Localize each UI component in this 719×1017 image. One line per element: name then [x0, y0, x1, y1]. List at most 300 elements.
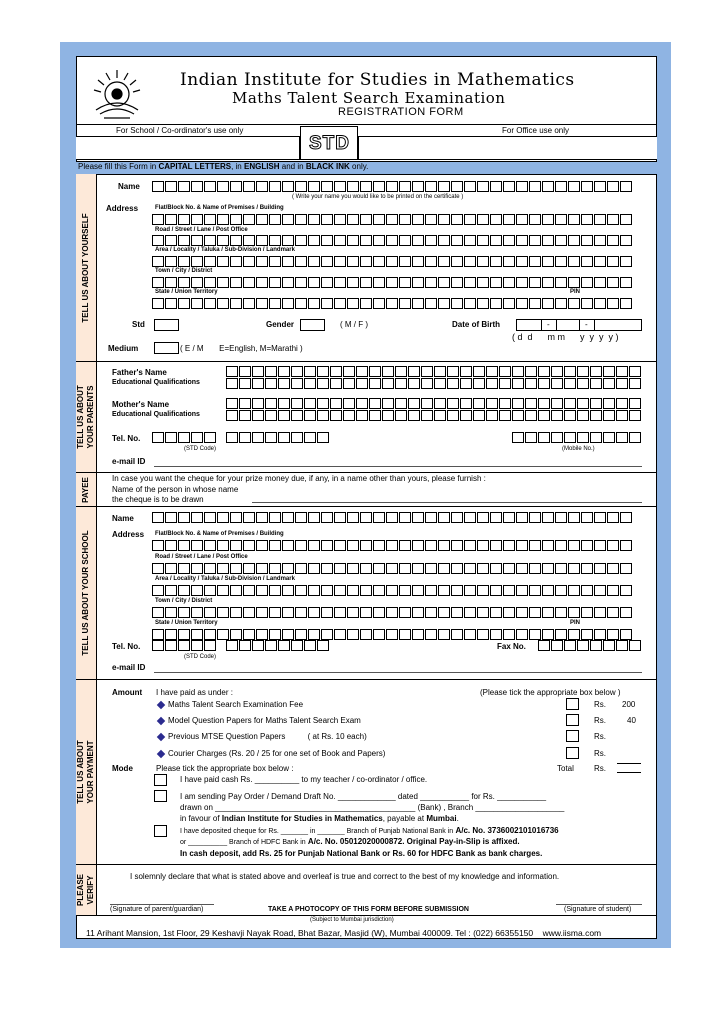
char-box[interactable]: [594, 563, 606, 574]
char-box[interactable]: [451, 563, 463, 574]
char-box[interactable]: [629, 640, 641, 651]
char-box[interactable]: [191, 540, 203, 551]
char-box[interactable]: [256, 277, 268, 288]
char-box[interactable]: [178, 214, 190, 225]
char-box[interactable]: [269, 235, 281, 246]
char-box[interactable]: [256, 540, 268, 551]
char-box[interactable]: [191, 277, 203, 288]
char-box[interactable]: [178, 432, 190, 443]
char-box[interactable]: [577, 398, 589, 409]
char-box[interactable]: [256, 585, 268, 596]
char-box[interactable]: [616, 398, 628, 409]
char-box[interactable]: [568, 512, 580, 523]
char-box[interactable]: [464, 277, 476, 288]
char-box[interactable]: [490, 214, 502, 225]
char-box[interactable]: [499, 398, 511, 409]
char-box[interactable]: [230, 512, 242, 523]
char-box[interactable]: [295, 277, 307, 288]
char-box[interactable]: [347, 277, 359, 288]
char-box[interactable]: [204, 235, 216, 246]
school-std-boxes[interactable]: [152, 640, 217, 651]
char-box[interactable]: [551, 432, 563, 443]
char-box[interactable]: [399, 235, 411, 246]
char-box[interactable]: [278, 398, 290, 409]
char-box[interactable]: [256, 563, 268, 574]
char-box[interactable]: [590, 410, 602, 421]
char-box[interactable]: [529, 235, 541, 246]
char-box[interactable]: [408, 378, 420, 389]
char-box[interactable]: [230, 181, 242, 192]
char-box[interactable]: [603, 398, 615, 409]
char-box[interactable]: [278, 410, 290, 421]
char-box[interactable]: [460, 378, 472, 389]
char-box[interactable]: [477, 629, 489, 640]
char-box[interactable]: [386, 277, 398, 288]
char-box[interactable]: [590, 640, 602, 651]
char-box[interactable]: [542, 512, 554, 523]
char-box[interactable]: [204, 585, 216, 596]
char-box[interactable]: [607, 607, 619, 618]
char-box[interactable]: [529, 277, 541, 288]
char-box[interactable]: [607, 512, 619, 523]
char-box[interactable]: [451, 181, 463, 192]
char-box[interactable]: [386, 181, 398, 192]
father-name-boxes[interactable]: [226, 366, 642, 377]
char-box[interactable]: [538, 432, 550, 443]
char-box[interactable]: [477, 277, 489, 288]
char-box[interactable]: [425, 256, 437, 267]
char-box[interactable]: [282, 298, 294, 309]
char-box[interactable]: [564, 378, 576, 389]
char-box[interactable]: [243, 629, 255, 640]
char-box[interactable]: [607, 235, 619, 246]
char-box[interactable]: [373, 512, 385, 523]
char-box[interactable]: [347, 235, 359, 246]
char-box[interactable]: [412, 629, 424, 640]
char-box[interactable]: [321, 214, 333, 225]
char-box[interactable]: [282, 607, 294, 618]
road-boxes[interactable]: [152, 235, 633, 246]
char-box[interactable]: [165, 629, 177, 640]
char-box[interactable]: [525, 398, 537, 409]
char-box[interactable]: [620, 298, 632, 309]
char-box[interactable]: [265, 398, 277, 409]
char-box[interactable]: [204, 512, 216, 523]
char-box[interactable]: [425, 214, 437, 225]
parent-signature-line[interactable]: [110, 904, 214, 905]
char-box[interactable]: [265, 366, 277, 377]
char-box[interactable]: [373, 629, 385, 640]
char-box[interactable]: [464, 214, 476, 225]
char-box[interactable]: [295, 256, 307, 267]
char-box[interactable]: [308, 277, 320, 288]
char-box[interactable]: [256, 256, 268, 267]
char-box[interactable]: [252, 410, 264, 421]
char-box[interactable]: [269, 512, 281, 523]
char-box[interactable]: [607, 277, 619, 288]
char-box[interactable]: [399, 277, 411, 288]
char-box[interactable]: [434, 398, 446, 409]
char-box[interactable]: [538, 398, 550, 409]
char-box[interactable]: [590, 378, 602, 389]
char-box[interactable]: [525, 378, 537, 389]
char-box[interactable]: [542, 629, 554, 640]
char-box[interactable]: [464, 540, 476, 551]
char-box[interactable]: [425, 277, 437, 288]
char-box[interactable]: [252, 398, 264, 409]
char-box[interactable]: [152, 512, 164, 523]
char-box[interactable]: [620, 181, 632, 192]
char-box[interactable]: [451, 277, 463, 288]
char-box[interactable]: [226, 366, 238, 377]
char-box[interactable]: [321, 585, 333, 596]
char-box[interactable]: [421, 378, 433, 389]
char-box[interactable]: [512, 398, 524, 409]
char-box[interactable]: [308, 607, 320, 618]
char-box[interactable]: [178, 298, 190, 309]
char-box[interactable]: [451, 585, 463, 596]
char-box[interactable]: [542, 277, 554, 288]
char-box[interactable]: [434, 366, 446, 377]
char-box[interactable]: [529, 629, 541, 640]
char-box[interactable]: [152, 540, 164, 551]
char-box[interactable]: [269, 540, 281, 551]
char-box[interactable]: [447, 366, 459, 377]
char-box[interactable]: [438, 214, 450, 225]
parents-std-boxes[interactable]: [152, 432, 217, 443]
char-box[interactable]: [486, 398, 498, 409]
char-box[interactable]: [607, 563, 619, 574]
char-box[interactable]: [356, 366, 368, 377]
char-box[interactable]: [555, 512, 567, 523]
char-box[interactable]: [542, 585, 554, 596]
char-box[interactable]: [226, 640, 238, 651]
parents-mobile-boxes[interactable]: [512, 432, 642, 443]
char-box[interactable]: [204, 607, 216, 618]
char-box[interactable]: [473, 398, 485, 409]
char-box[interactable]: [512, 366, 524, 377]
char-box[interactable]: [321, 629, 333, 640]
char-box[interactable]: [594, 235, 606, 246]
char-box[interactable]: [360, 512, 372, 523]
char-box[interactable]: [555, 540, 567, 551]
char-box[interactable]: [165, 214, 177, 225]
char-box[interactable]: [265, 378, 277, 389]
char-box[interactable]: [217, 256, 229, 267]
char-box[interactable]: [269, 629, 281, 640]
char-box[interactable]: [317, 410, 329, 421]
char-box[interactable]: [538, 366, 550, 377]
char-box[interactable]: [451, 214, 463, 225]
char-box[interactable]: [464, 629, 476, 640]
char-box[interactable]: [295, 512, 307, 523]
char-box[interactable]: [421, 410, 433, 421]
char-box[interactable]: [503, 585, 515, 596]
char-box[interactable]: [334, 214, 346, 225]
char-box[interactable]: [239, 410, 251, 421]
char-box[interactable]: [451, 512, 463, 523]
char-box[interactable]: [178, 235, 190, 246]
char-box[interactable]: [360, 585, 372, 596]
char-box[interactable]: [590, 398, 602, 409]
char-box[interactable]: [499, 378, 511, 389]
flat-boxes[interactable]: [152, 214, 633, 225]
char-box[interactable]: [555, 277, 567, 288]
char-box[interactable]: [425, 540, 437, 551]
char-box[interactable]: [347, 512, 359, 523]
char-box[interactable]: [304, 366, 316, 377]
mother-edu-boxes[interactable]: [226, 410, 642, 421]
char-box[interactable]: [243, 512, 255, 523]
char-box[interactable]: [308, 235, 320, 246]
char-box[interactable]: [425, 181, 437, 192]
char-box[interactable]: [425, 298, 437, 309]
char-box[interactable]: [321, 563, 333, 574]
char-box[interactable]: [503, 629, 515, 640]
school-tel-boxes[interactable]: [226, 640, 330, 651]
char-box[interactable]: [304, 640, 316, 651]
char-box[interactable]: [278, 366, 290, 377]
char-box[interactable]: [538, 640, 550, 651]
parents-email-input[interactable]: [154, 466, 642, 467]
char-box[interactable]: [360, 256, 372, 267]
char-box[interactable]: [503, 256, 515, 267]
char-box[interactable]: [347, 607, 359, 618]
char-box[interactable]: [594, 512, 606, 523]
char-box[interactable]: [451, 629, 463, 640]
char-box[interactable]: [512, 432, 524, 443]
char-box[interactable]: [265, 432, 277, 443]
mother-name-boxes[interactable]: [226, 398, 642, 409]
char-box[interactable]: [568, 235, 580, 246]
char-box[interactable]: [191, 563, 203, 574]
char-box[interactable]: [334, 298, 346, 309]
char-box[interactable]: [568, 607, 580, 618]
char-box[interactable]: [278, 432, 290, 443]
char-box[interactable]: [373, 298, 385, 309]
char-box[interactable]: [447, 410, 459, 421]
char-box[interactable]: [360, 298, 372, 309]
char-box[interactable]: [503, 563, 515, 574]
char-box[interactable]: [568, 298, 580, 309]
char-box[interactable]: [581, 298, 593, 309]
char-box[interactable]: [165, 432, 177, 443]
char-box[interactable]: [421, 366, 433, 377]
char-box[interactable]: [178, 640, 190, 651]
char-box[interactable]: [239, 366, 251, 377]
char-box[interactable]: [451, 540, 463, 551]
char-box[interactable]: [386, 629, 398, 640]
char-box[interactable]: [373, 585, 385, 596]
char-box[interactable]: [594, 585, 606, 596]
char-box[interactable]: [477, 512, 489, 523]
dd-checkbox[interactable]: [154, 790, 167, 802]
char-box[interactable]: [438, 298, 450, 309]
char-box[interactable]: [386, 235, 398, 246]
char-box[interactable]: [291, 378, 303, 389]
char-box[interactable]: [399, 214, 411, 225]
char-box[interactable]: [178, 181, 190, 192]
char-box[interactable]: [538, 378, 550, 389]
char-box[interactable]: [191, 214, 203, 225]
char-box[interactable]: [204, 629, 216, 640]
char-box[interactable]: [555, 181, 567, 192]
char-box[interactable]: [308, 585, 320, 596]
char-box[interactable]: [360, 181, 372, 192]
char-box[interactable]: [334, 563, 346, 574]
char-box[interactable]: [178, 540, 190, 551]
char-box[interactable]: [369, 410, 381, 421]
char-box[interactable]: [516, 277, 528, 288]
char-box[interactable]: [178, 563, 190, 574]
char-box[interactable]: [568, 277, 580, 288]
char-box[interactable]: [165, 298, 177, 309]
char-box[interactable]: [503, 512, 515, 523]
char-box[interactable]: [360, 607, 372, 618]
char-box[interactable]: [252, 640, 264, 651]
char-box[interactable]: [477, 235, 489, 246]
char-box[interactable]: [295, 540, 307, 551]
char-box[interactable]: [451, 298, 463, 309]
char-box[interactable]: [295, 629, 307, 640]
char-box[interactable]: [256, 298, 268, 309]
char-box[interactable]: [503, 235, 515, 246]
char-box[interactable]: [581, 629, 593, 640]
char-box[interactable]: [226, 378, 238, 389]
char-box[interactable]: [373, 235, 385, 246]
char-box[interactable]: [399, 629, 411, 640]
char-box[interactable]: [165, 607, 177, 618]
char-box[interactable]: [451, 235, 463, 246]
char-box[interactable]: [629, 378, 641, 389]
char-box[interactable]: [204, 256, 216, 267]
char-box[interactable]: [191, 298, 203, 309]
char-box[interactable]: [620, 235, 632, 246]
char-box[interactable]: [581, 277, 593, 288]
char-box[interactable]: [334, 629, 346, 640]
char-box[interactable]: [282, 235, 294, 246]
char-box[interactable]: [447, 378, 459, 389]
char-box[interactable]: [594, 214, 606, 225]
char-box[interactable]: [269, 181, 281, 192]
char-box[interactable]: [412, 277, 424, 288]
char-box[interactable]: [551, 366, 563, 377]
char-box[interactable]: [581, 585, 593, 596]
char-box[interactable]: [425, 629, 437, 640]
char-box[interactable]: [217, 512, 229, 523]
char-box[interactable]: [152, 235, 164, 246]
char-box[interactable]: [308, 298, 320, 309]
char-box[interactable]: [568, 629, 580, 640]
char-box[interactable]: [165, 256, 177, 267]
char-box[interactable]: [230, 540, 242, 551]
char-box[interactable]: [551, 398, 563, 409]
char-box[interactable]: [386, 563, 398, 574]
char-box[interactable]: [568, 563, 580, 574]
char-box[interactable]: [490, 181, 502, 192]
char-box[interactable]: [282, 277, 294, 288]
area-boxes[interactable]: [152, 256, 633, 267]
char-box[interactable]: [317, 378, 329, 389]
char-box[interactable]: [291, 410, 303, 421]
cash-checkbox[interactable]: [154, 774, 167, 786]
char-box[interactable]: [568, 214, 580, 225]
char-box[interactable]: [269, 277, 281, 288]
char-box[interactable]: [516, 235, 528, 246]
char-box[interactable]: [334, 540, 346, 551]
char-box[interactable]: [438, 277, 450, 288]
char-box[interactable]: [516, 607, 528, 618]
char-box[interactable]: [308, 512, 320, 523]
char-box[interactable]: [386, 512, 398, 523]
char-box[interactable]: [581, 181, 593, 192]
name-boxes[interactable]: [152, 181, 633, 192]
char-box[interactable]: [347, 563, 359, 574]
char-box[interactable]: [425, 585, 437, 596]
char-box[interactable]: [291, 432, 303, 443]
char-box[interactable]: [581, 540, 593, 551]
char-box[interactable]: [239, 378, 251, 389]
char-box[interactable]: [369, 398, 381, 409]
char-box[interactable]: [243, 540, 255, 551]
char-box[interactable]: [217, 277, 229, 288]
char-box[interactable]: [542, 607, 554, 618]
char-box[interactable]: [382, 398, 394, 409]
char-box[interactable]: [230, 214, 242, 225]
char-box[interactable]: [516, 214, 528, 225]
char-box[interactable]: [165, 181, 177, 192]
char-box[interactable]: [217, 607, 229, 618]
char-box[interactable]: [412, 181, 424, 192]
char-box[interactable]: [256, 607, 268, 618]
char-box[interactable]: [620, 214, 632, 225]
char-box[interactable]: [243, 585, 255, 596]
fee-item-checkbox[interactable]: [566, 698, 579, 710]
school-name-boxes[interactable]: [152, 512, 633, 523]
char-box[interactable]: [308, 563, 320, 574]
char-box[interactable]: [178, 629, 190, 640]
char-box[interactable]: [191, 585, 203, 596]
char-box[interactable]: [204, 181, 216, 192]
char-box[interactable]: [239, 640, 251, 651]
char-box[interactable]: [256, 214, 268, 225]
char-box[interactable]: [594, 277, 606, 288]
char-box[interactable]: [568, 585, 580, 596]
char-box[interactable]: [490, 629, 502, 640]
char-box[interactable]: [577, 432, 589, 443]
school-area-boxes[interactable]: [152, 585, 633, 596]
char-box[interactable]: [412, 607, 424, 618]
char-box[interactable]: [477, 585, 489, 596]
char-box[interactable]: [399, 181, 411, 192]
char-box[interactable]: [386, 607, 398, 618]
char-box[interactable]: [464, 235, 476, 246]
student-signature-line[interactable]: [556, 904, 642, 905]
char-box[interactable]: [278, 378, 290, 389]
char-box[interactable]: [525, 366, 537, 377]
char-box[interactable]: [529, 607, 541, 618]
char-box[interactable]: [555, 585, 567, 596]
char-box[interactable]: [152, 563, 164, 574]
char-box[interactable]: [551, 640, 563, 651]
char-box[interactable]: [347, 629, 359, 640]
char-box[interactable]: [243, 277, 255, 288]
char-box[interactable]: [230, 277, 242, 288]
char-box[interactable]: [542, 256, 554, 267]
char-box[interactable]: [564, 398, 576, 409]
char-box[interactable]: [529, 256, 541, 267]
char-box[interactable]: [408, 410, 420, 421]
